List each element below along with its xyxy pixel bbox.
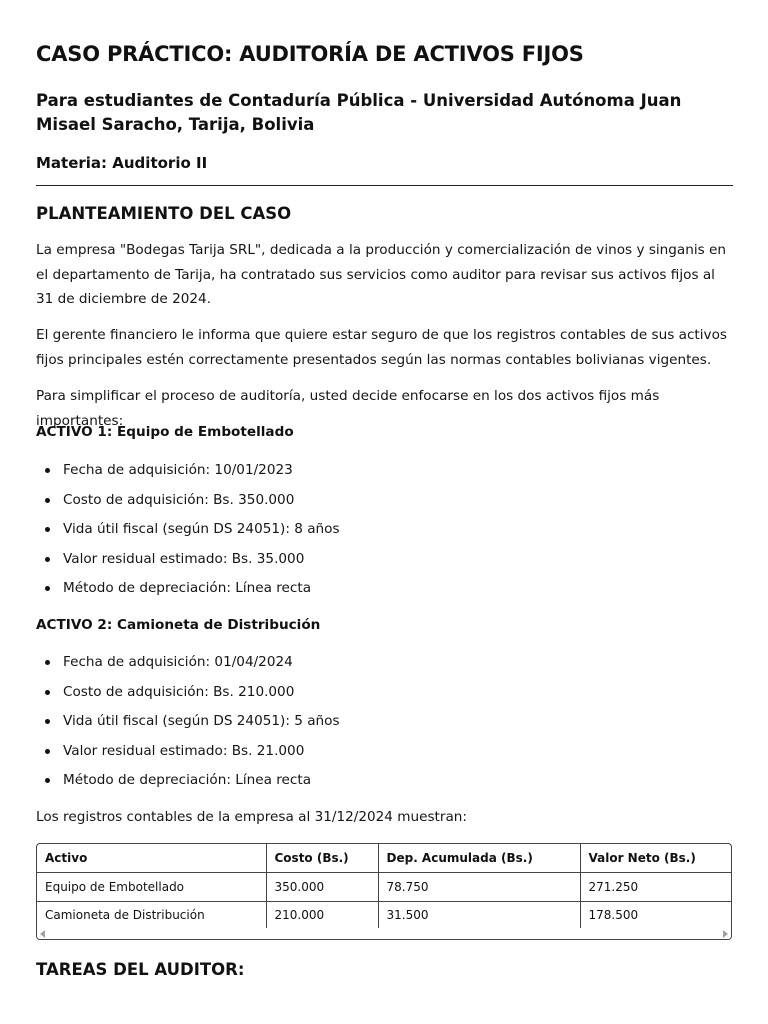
list-item [36, 770, 340, 800]
asset-2-list [36, 652, 340, 800]
bullet-icon [45, 527, 50, 532]
list-item [36, 549, 340, 579]
list-item [36, 460, 340, 490]
list-item-text: Vida útil fiscal (según DS 24051): 8 años [63, 521, 340, 538]
column-header: Costo (Bs.) [266, 844, 378, 873]
case-paragraph: El gerente financiero le informa que quiere estar seguro de que los registros contables de sus activos fijos principales estén correctamente presentados según las normas contables bolivianas vigentes. [36, 327, 727, 368]
records-table-container[interactable] [36, 843, 732, 940]
column-header: Dep. Acumulada (Bs.) [378, 844, 580, 873]
bullet-icon [45, 586, 50, 591]
list-item [36, 711, 340, 741]
column-header: Valor Neto (Bs.) [580, 844, 732, 873]
list-item-text: Valor residual estimado: Bs. 35.000 [63, 550, 305, 567]
document-title: CASO PRÁCTICO: AUDITORÍA DE ACTIVOS FIJOS [36, 42, 584, 66]
case-section-heading: PLANTEAMIENTO DEL CASO [36, 204, 292, 223]
horizontal-divider [36, 185, 733, 186]
case-paragraph: La empresa "Bodegas Tarija SRL", dedicada a la producción y comercialización de vinos y singanis en el departamento de Tarija, ha contratado sus servicios como auditor para revisar sus activos fijos al 31 de diciembre de 2024. [36, 242, 727, 307]
bullet-icon [45, 557, 50, 562]
bullet-icon [45, 690, 50, 695]
bullet-icon [45, 778, 50, 783]
table-cell: 78.750 [378, 873, 580, 902]
asset-1-heading: ACTIVO 1: Equipo de Embotellado [36, 424, 294, 440]
bullet-icon [45, 468, 50, 473]
records-intro: Los registros contables de la empresa al 31/12/2024 muestran: [36, 809, 467, 825]
records-table [37, 844, 732, 930]
document-subject: Materia: Auditorio II [36, 154, 208, 172]
list-item-text: Vida útil fiscal (según DS 24051): 5 años [63, 713, 340, 730]
table-cell: 210.000 [266, 901, 378, 930]
table-row [37, 873, 732, 902]
scroll-right-icon[interactable] [723, 930, 728, 938]
list-item-text: Método de depreciación: Línea recta [63, 772, 312, 789]
table-header-row [37, 844, 732, 873]
list-item-text: Fecha de adquisición: 01/04/2024 [63, 654, 293, 670]
list-item [36, 578, 340, 608]
bullet-icon [45, 719, 50, 724]
list-item [36, 519, 340, 549]
scroll-left-icon[interactable] [40, 930, 45, 938]
list-item-text: Costo de adquisición: Bs. 350.000 [63, 491, 295, 508]
tasks-heading: TAREAS DEL AUDITOR: [36, 960, 245, 979]
table-cell: Camioneta de Distribución [37, 901, 266, 930]
list-item [36, 652, 340, 682]
asset-2-heading: ACTIVO 2: Camioneta de Distribución [36, 617, 321, 633]
table-cell: 350.000 [266, 873, 378, 902]
list-item-text: Fecha de adquisición: 10/01/2023 [63, 462, 293, 478]
asset-1-list [36, 460, 340, 608]
table-cell: 31.500 [378, 901, 580, 930]
table-cell: 271.250 [580, 873, 732, 902]
list-item [36, 682, 340, 712]
list-item [36, 490, 340, 520]
list-item-text: Costo de adquisición: Bs. 210.000 [63, 683, 295, 700]
bullet-icon [45, 660, 50, 665]
list-item-text: Valor residual estimado: Bs. 21.000 [63, 742, 305, 759]
table-row [37, 901, 732, 930]
horizontal-scrollbar[interactable] [37, 928, 731, 939]
list-item-text: Método de depreciación: Línea recta [63, 580, 312, 597]
document-subtitle: Para estudiantes de Contaduría Pública - Universidad Autónoma Juan Misael Saracho, Tarija, Bolivia [36, 91, 682, 134]
bullet-icon [45, 749, 50, 754]
table-cell: 178.500 [580, 901, 732, 930]
bullet-icon [45, 498, 50, 503]
table-cell: Equipo de Embotellado [37, 873, 266, 902]
column-header: Activo [37, 844, 266, 873]
list-item [36, 741, 340, 771]
case-paragraph: Para simplificar el proceso de auditoría, usted decide enfocarse en los dos activos fijos más importantes: [36, 388, 660, 429]
